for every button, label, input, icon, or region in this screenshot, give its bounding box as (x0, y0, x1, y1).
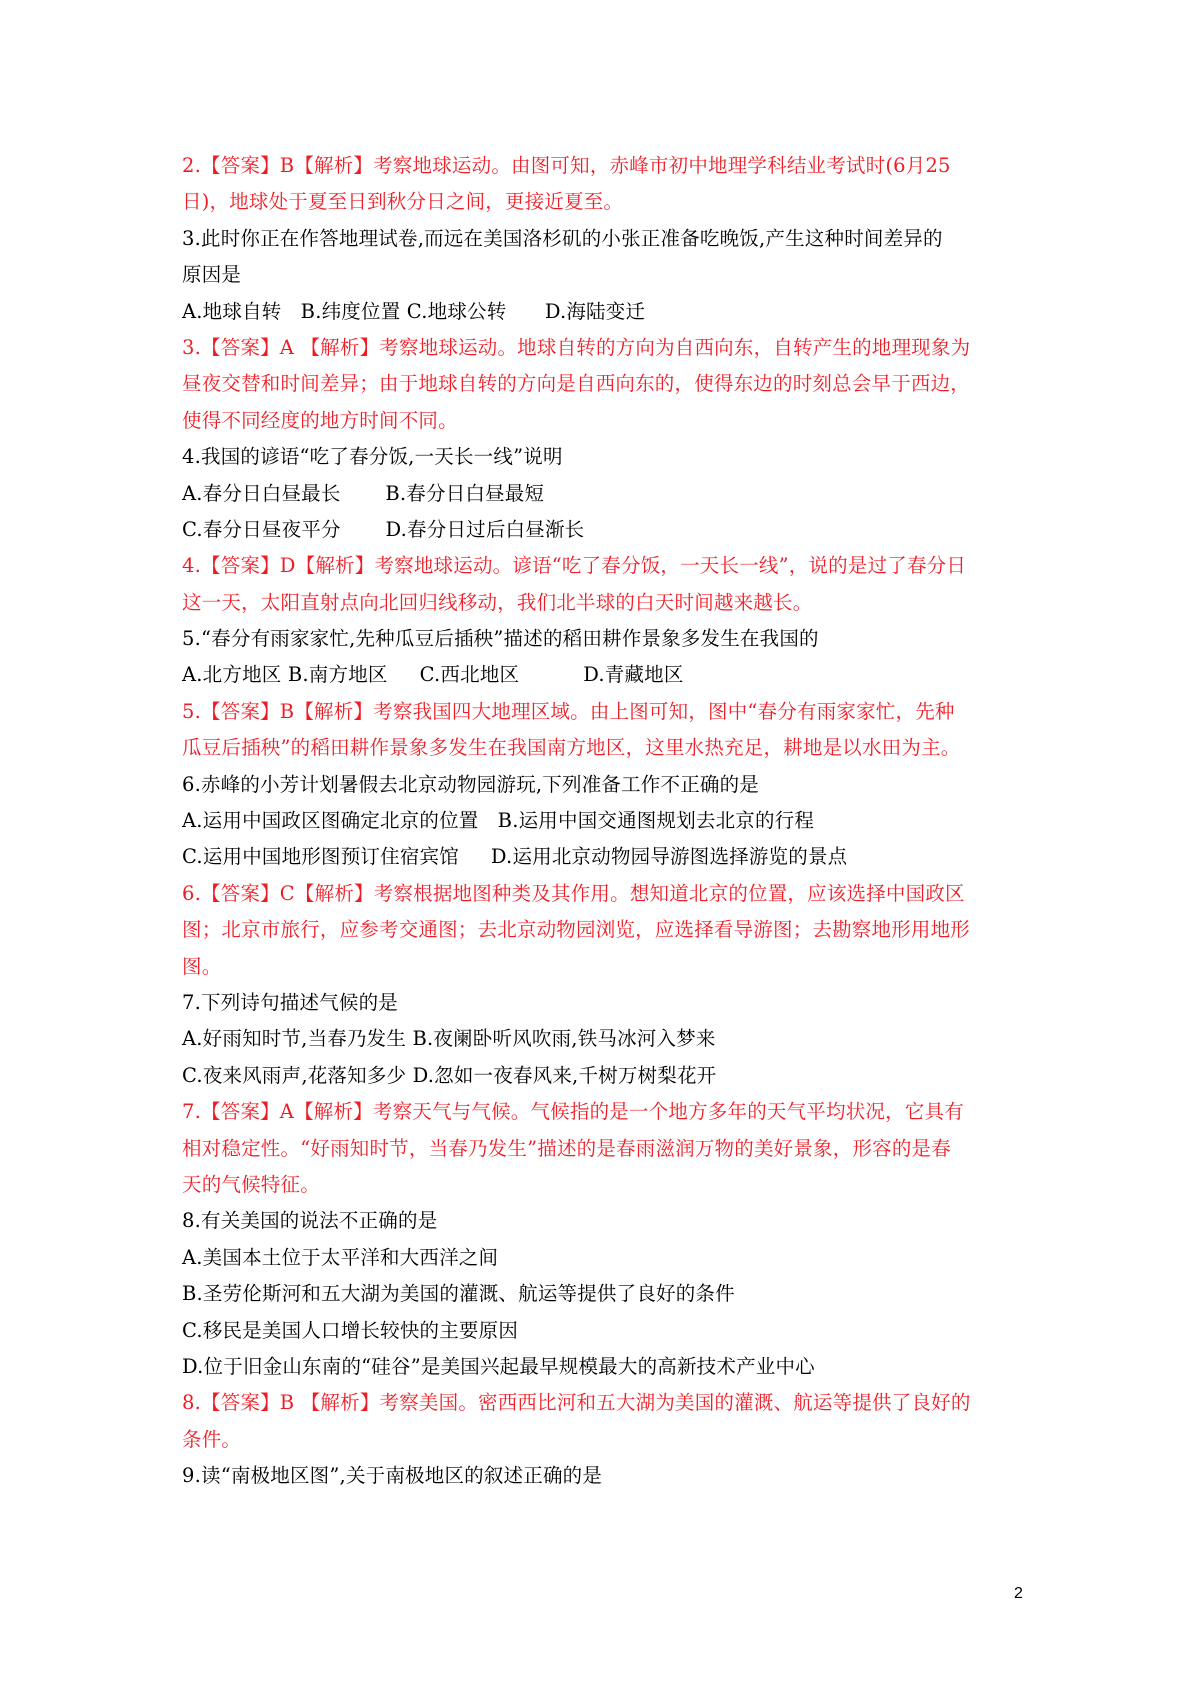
question-line: 8.有关美国的说法不正确的是 (182, 1209, 438, 1233)
answer-line: 3.【答案】A 【解析】考察地球运动。地球自转的方向为自西向东，自转产生的地理现象为 (182, 335, 971, 359)
answer-line: 使得不同经度的地方时间不同。 (182, 408, 458, 432)
answer-line: 图；北京市旅行，应参考交通图；去北京动物园浏览，应选择看导游图；去勘察地形用地形 (182, 918, 971, 942)
answer-line: 昼夜交替和时间差异；由于地球自转的方向是自西向东的，使得东边的时刻总会早于西边， (182, 372, 971, 396)
answer-line: 条件。 (182, 1427, 242, 1451)
answer-line: 6.【答案】C【解析】考察根据地图种类及其作用。想知道北京的位置，应该选择中国政区 (182, 881, 965, 905)
question-line: A.运用中国政区图确定北京的位置 B.运用中国交通图规划去北京的行程 (182, 809, 815, 833)
question-line: A.好雨知时节,当春乃发生 B.夜阑卧听风吹雨,铁马冰河入梦来 (182, 1027, 716, 1051)
question-line: A.北方地区 B.南方地区 C.西北地区 D.青藏地区 (182, 663, 684, 687)
question-line: 6.赤峰的小芳计划暑假去北京动物园游玩,下列准备工作不正确的是 (182, 772, 760, 796)
question-line: C.移民是美国人口增长较快的主要原因 (182, 1318, 519, 1342)
answer-line: 相对稳定性。“好雨知时节，当春乃发生”描述的是春雨滋润万物的美好景象，形容的是春 (182, 1136, 951, 1160)
question-line: C.运用中国地形图预订住宿宾馆 D.运用北京动物园导游图选择游览的景点 (182, 845, 848, 869)
question-line: A.美国本土位于太平洋和大西洋之间 (182, 1245, 499, 1269)
question-line: 原因是 (182, 263, 242, 287)
question-line: 9.读“南极地区图”,关于南极地区的叙述正确的是 (182, 1464, 603, 1488)
document-body (182, 148, 1028, 1494)
answer-line: 瓜豆后插秧”的稻田耕作景象多发生在我国南方地区，这里水热充足，耕地是以水田为主。 (182, 736, 961, 760)
answer-line: 8.【答案】B 【解析】考察美国。密西西比河和五大湖为美国的灌溉、航运等提供了良好的 (182, 1391, 971, 1415)
question-line: C.春分日昼夜平分 D.春分日过后白昼渐长 (182, 517, 585, 541)
question-line: A.春分日白昼最长 B.春分日白昼最短 (182, 481, 545, 505)
question-line: D.位于旧金山东南的“硅谷”是美国兴起最早规模最大的高新技术产业中心 (182, 1354, 815, 1378)
question-line: C.夜来风雨声,花落知多少 D.忽如一夜春风来,千树万树梨花开 (182, 1063, 717, 1087)
answer-line: 图。 (182, 954, 222, 978)
answer-line: 这一天，太阳直射点向北回归线移动，我们北半球的白天时间越来越长。 (182, 590, 813, 614)
page-number: 2 (1014, 1585, 1023, 1602)
answer-line: 天的气候特征。 (182, 1172, 320, 1196)
question-line: 3.此时你正在作答地理试卷,而远在美国洛杉矶的小张正准备吃晚饭,产生这种时间差异的 (182, 226, 943, 250)
answer-line: 日)，地球处于夏至日到秋分日之间，更接近夏至。 (182, 190, 624, 214)
answer-line: 7.【答案】A【解析】考察天气与气候。气候指的是一个地方多年的天气平均状况，它具有 (182, 1100, 964, 1124)
question-line: 5.“春分有雨家家忙,先种瓜豆后插秧”描述的稻田耕作景象多发生在我国的 (182, 627, 819, 651)
question-line: A.地球自转 B.纬度位置 C.地球公转 D.海陆变迁 (182, 299, 646, 323)
answer-line: 4.【答案】D【解析】考察地球运动。谚语“吃了春分饭，一天长一线”，说的是过了春分日 (182, 554, 967, 578)
answer-line: 5.【答案】B【解析】考察我国四大地理区域。由上图可知，图中“春分有雨家家忙，先种 (182, 699, 955, 723)
question-line: B.圣劳伦斯河和五大湖为美国的灌溉、航运等提供了良好的条件 (182, 1282, 735, 1306)
question-line: 4.我国的谚语“吃了春分饭,一天长一线”说明 (182, 445, 563, 469)
answer-line: 2.【答案】B【解析】考察地球运动。由图可知，赤峰市初中地理学科结业考试时(6月25 (182, 154, 951, 177)
question-line: 7.下列诗句描述气候的是 (182, 990, 399, 1014)
